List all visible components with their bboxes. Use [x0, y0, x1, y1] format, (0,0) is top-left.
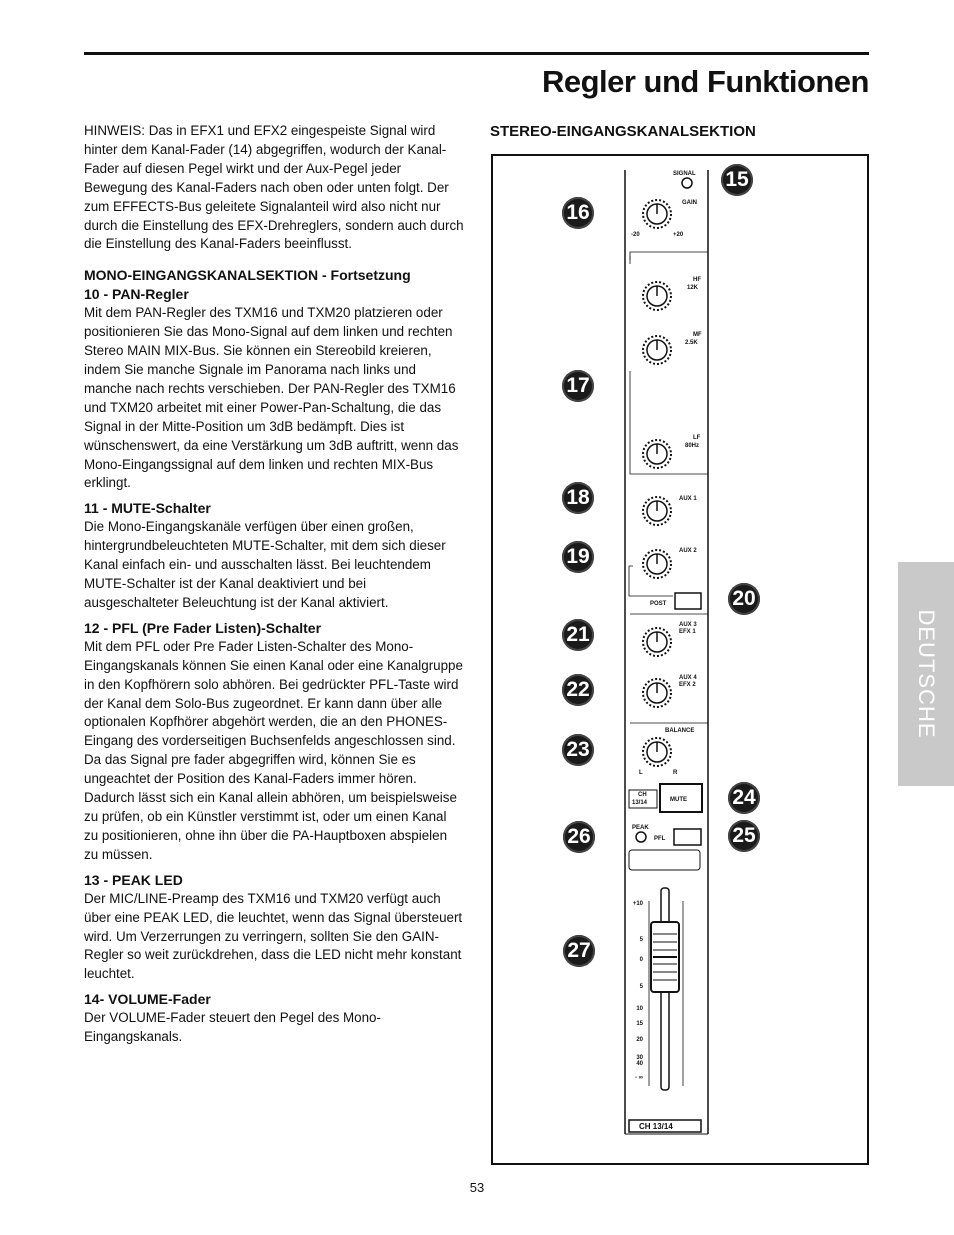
- signal-label: SIGNAL: [673, 171, 696, 177]
- language-tab: [898, 562, 954, 786]
- lf-freq-label: 80Hz: [685, 443, 700, 449]
- svg-text:20: 20: [636, 1037, 643, 1043]
- channel-strip-diagram: [493, 156, 867, 1163]
- callout-15: 15: [721, 164, 753, 196]
- balance-knob-icon[interactable]: [643, 738, 671, 766]
- page-number: 53: [469, 1180, 485, 1195]
- balance-r-label: R: [673, 770, 678, 776]
- item-heading: 12 - PFL (Pre Fader Listen)-Schalter: [84, 619, 322, 636]
- svg-text:- ∞: - ∞: [635, 1075, 643, 1081]
- peak-label: PEAK: [632, 825, 649, 831]
- gain-min-label: -20: [631, 232, 640, 238]
- item-heading: 11 - MUTE-Schalter: [84, 500, 211, 517]
- ch-box-line2: 13/14: [632, 800, 648, 806]
- page-title: Regler und Funktionen: [541, 64, 869, 99]
- item-heading: 10 - PAN-Regler: [84, 286, 189, 303]
- callout-25: 25: [728, 820, 760, 852]
- callout-24: 24: [728, 782, 760, 814]
- aux2-label: AUX 2: [679, 548, 697, 554]
- fader-scale: [633, 901, 644, 1081]
- item-body: Mit dem PAN-Regler des TXM16 und TXM20 platzieren oder positionieren Sie das Mono-Signal auf dem linken und rechten Stereo MAIN MIX-Bus. Sie können ein Stereobild kreieren, indem Sie manche Signale im Panorama nach links und manche nach rechts verschieben. Der PAN-Regler des TXM16 und TXM20 arbeitet mit einer Power-Pan-Schaltung, die das Signal in der Mitte-Position um 3dB bedämpft. Dies ist wünschenswert, da eine Verstärkung um 3dB auftritt, wenn das Mono-Eingangssignal auf dem linken und rechten MIX-Bus erklingt.: [84, 305, 459, 491]
- callout-27: 27: [563, 935, 595, 967]
- balance-label: BALANCE: [665, 728, 695, 734]
- item-body: Der MIC/LINE-Preamp des TXM16 und TXM20 verfügt auch über eine PEAK LED, die leuchtet, wenn das Signal übersteuert wird. Um Verzerrungen zu verringern, sollten Sie den GAIN-Regler so weit zurückdrehen, dass die LED nicht mehr konstant leuchtet.: [84, 890, 463, 982]
- item-pfl: [84, 619, 464, 865]
- hf-knob-icon[interactable]: [643, 282, 671, 310]
- svg-text:10: 10: [636, 1006, 643, 1012]
- hf-freq-label: 12K: [687, 285, 699, 291]
- item-volume-fader: [84, 990, 464, 1047]
- svg-text:40: 40: [636, 1061, 643, 1067]
- svg-text:0: 0: [639, 957, 643, 963]
- scribble-strip: [629, 850, 700, 870]
- ch-box-line1: CH: [638, 792, 647, 798]
- callout-20: 20: [728, 583, 760, 615]
- aux3-efx1-knob-icon[interactable]: [643, 628, 671, 656]
- top-rule: [84, 52, 869, 55]
- item-peak-led: [84, 871, 464, 985]
- callout-21: 21: [562, 619, 594, 651]
- efx1-label: EFX 1: [679, 629, 696, 635]
- item-pan: [84, 285, 464, 493]
- callout-18: 18: [562, 482, 594, 514]
- figure-heading: STEREO-EINGANGSKANALSEKTION: [490, 123, 756, 140]
- lf-knob-icon[interactable]: [643, 440, 671, 468]
- item-heading: 14- VOLUME-Fader: [84, 991, 211, 1008]
- item-body: Mit dem PFL oder Pre Fader Listen-Schalter des Mono-Eingangskanals können Sie einen Kanal oder eine Kanalgruppe in den Kopfhörern solo abhören. Bei gedrückter PFL-Taste wird der Kanal dem Solo-Bus zugeordnet. Er kann dann über alle optionalen Kopfhörer abgehört werden, die an den PHONES-Eingang des vorderseitigen Buchsenfelds angeschlossen sind. Da das Signal pre fader abgegriffen wird, können Sie es ungeachtet der Position des Kanal-Faders immer hören. Dadurch lässt sich ein Kanal allein abhören, um beispielsweise zu prüfen, ob ein Künstler verstimmt ist, oder um einen Kanal zu positionieren, ohne ihn über die PA-Hauptboxen abspielen zu müssen.: [84, 638, 463, 862]
- aux1-label: AUX 1: [679, 496, 697, 502]
- fader-knob[interactable]: [651, 922, 679, 992]
- callout-23: 23: [562, 734, 594, 766]
- aux4-efx2-knob-icon[interactable]: [643, 679, 671, 707]
- pfl-label: PFL: [654, 836, 666, 842]
- efx2-label: EFX 2: [679, 682, 696, 688]
- gain-max-label: +20: [673, 232, 684, 238]
- post-switch[interactable]: [675, 593, 701, 609]
- svg-text:30: 30: [636, 1055, 643, 1061]
- language-tab-label: DEUTSCHE: [914, 609, 939, 739]
- post-label: POST: [650, 601, 667, 607]
- mute-label: MUTE: [670, 797, 687, 803]
- intro-note: HINWEIS: Das in EFX1 und EFX2 eingespeiste Signal wird hinter dem Kanal-Fader (14) abgegriffen, wodurch der Kanal-Fader auf diesen Pegel wirkt und der Aux-Pegel jeder Bewegung des Kanal-Faders nach oben oder unten folgt. Der zum EFFECTS-Bus geleitete Signalanteil wird also nicht nur durch die Einstellung des EFX-Drehreglers, sondern auch durch die Einstellung des Kanal-Faders beeinflusst.: [84, 123, 464, 252]
- callout-19: 19: [562, 541, 594, 573]
- gain-label: GAIN: [682, 200, 697, 206]
- item-body: Der VOLUME-Fader steuert den Pegel des Mono-Eingangskanals.: [84, 1010, 381, 1045]
- lf-label: LF: [693, 435, 701, 441]
- pfl-button[interactable]: [674, 829, 701, 845]
- left-column: [84, 122, 464, 1053]
- svg-text:5: 5: [639, 937, 643, 943]
- callout-17: 17: [562, 370, 594, 402]
- aux2-knob-icon[interactable]: [643, 550, 671, 578]
- hf-label: HF: [693, 277, 701, 283]
- mf-knob-icon[interactable]: [643, 336, 671, 364]
- mf-freq-label: 2.5K: [685, 340, 698, 346]
- channel-strip-figure: [491, 154, 869, 1165]
- svg-text:+10: +10: [632, 901, 643, 907]
- channel-label: CH 13/14: [639, 1122, 673, 1131]
- aux3-label: AUX 3: [679, 622, 697, 628]
- section-heading: MONO-EINGANGSKANALSEKTION - Fortsetzung: [84, 267, 411, 284]
- item-body: Die Mono-Eingangskanäle verfügen über einen großen, hintergrundbeleuchteten MUTE-Schalter, mit dem sich dieser Kanal einfach ein- und ausschalten lässt. Bei leuchtendem MUTE-Schalter ist der Kanal deaktiviert und bei ausgeschalteter Beleuchtung ist der Kanal aktiviert.: [84, 519, 446, 610]
- balance-l-label: L: [639, 770, 643, 776]
- item-heading: 13 - PEAK LED: [84, 871, 183, 888]
- peak-led-icon: [636, 832, 646, 842]
- item-mute: [84, 499, 464, 613]
- aux4-label: AUX 4: [679, 675, 697, 681]
- signal-led-icon: [682, 178, 692, 188]
- callout-16: 16: [562, 197, 594, 229]
- gain-knob-icon[interactable]: [643, 200, 671, 228]
- mf-label: MF: [693, 332, 702, 338]
- svg-text:5: 5: [639, 984, 643, 990]
- callout-22: 22: [562, 674, 594, 706]
- callout-26: 26: [563, 821, 595, 853]
- svg-text:15: 15: [636, 1021, 643, 1027]
- aux1-knob-icon[interactable]: [643, 497, 671, 525]
